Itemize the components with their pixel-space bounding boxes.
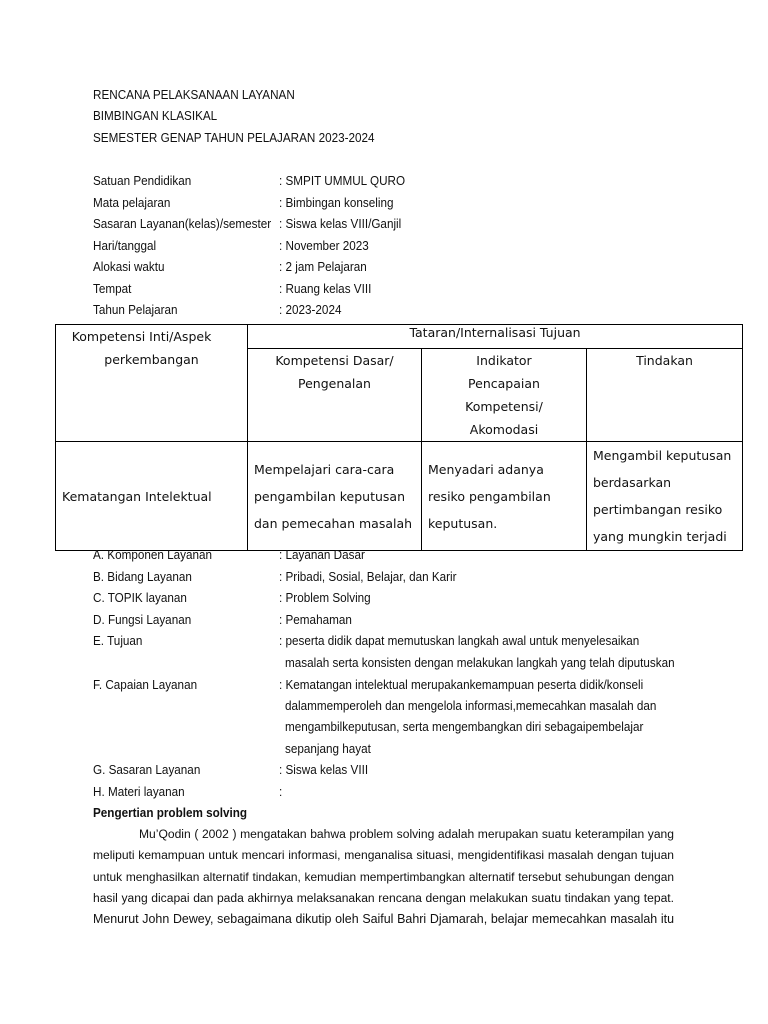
cell-kd-line-2: pengambilan keputusan: [254, 488, 406, 504]
document-title-line-2: BIMBINGAN KLASIKAL: [93, 108, 218, 123]
list-a-label: A. Komponen Layanan: [93, 547, 213, 562]
info-label-mapel: Mata pelajaran: [93, 195, 171, 210]
list-g-value: : Siswa kelas VIII: [279, 762, 369, 777]
col-header-aspect-line-2: perkembangan: [104, 352, 199, 367]
section-heading: Pengertian problem solving: [93, 805, 248, 820]
info-label-sasaran: Sasaran Layanan(kelas)/semester: [93, 216, 272, 231]
cell-ind-line-2: resiko pengambilan: [428, 488, 551, 504]
paragraph-line-2: meliputi kemampuan untuk mencari informasi, menganalisa situasi, mengidentifikasi masalah dengan tujuan: [93, 848, 674, 863]
info-value-mapel: : Bimbingan konseling: [279, 195, 394, 210]
competency-table: [55, 324, 743, 551]
list-e-value-line-1: : peserta didik dapat memutuskan langkah awal untuk menyelesaikan: [279, 633, 640, 648]
info-value-sasaran: : Siswa kelas VIII/Ganjil: [279, 216, 402, 231]
cell-tindakan: [587, 442, 743, 551]
paragraph-line-3: untuk menghasilkan alternatif tindakan, kemudian mempertimbangkan alternatif tersebut sehubungan dengan: [93, 869, 674, 884]
col-header-aspect-line-1: Kompetensi Inti/Aspek: [71, 329, 212, 344]
info-label-hari: Hari/tanggal: [93, 238, 157, 253]
info-value-tahun: : 2023-2024: [279, 302, 342, 317]
sub-header-ind-line-2: Pencapaian: [468, 376, 540, 391]
info-label-satuan: Satuan Pendidikan: [93, 173, 192, 188]
list-d-label: D. Fungsi Layanan: [93, 612, 192, 627]
cell-kd-line-3: dan pemecahan masalah: [254, 515, 413, 531]
info-value-satuan: : SMPIT UMMUL QURO: [279, 173, 406, 188]
sub-header-ind-line-1: Indikator: [476, 353, 532, 368]
sub-header-tindakan-text: Tindakan: [636, 353, 693, 368]
cell-tin-line-3: pertimbangan resiko: [593, 502, 723, 517]
sub-header-kd-line-2: Pengenalan: [298, 376, 371, 391]
sub-header-tindakan: [587, 349, 743, 442]
info-label-tempat: Tempat: [93, 281, 132, 296]
list-c-label: C. TOPIK layanan: [93, 590, 187, 605]
list-a-value: : Layanan Dasar: [279, 547, 365, 562]
sub-header-kd-line-1: Kompetensi Dasar/: [275, 353, 394, 368]
cell-tin-line-4: yang mungkin terjadi: [593, 529, 727, 544]
info-label-alokasi: Alokasi waktu: [93, 259, 165, 274]
list-b-label: B. Bidang Layanan: [93, 569, 192, 584]
list-f-value-line-3: mengambilkeputusan, serta mengembangkan diri sebagaipembelajar: [285, 719, 644, 734]
info-value-alokasi: : 2 jam Pelajaran: [279, 259, 367, 274]
document-title-line-3: SEMESTER GENAP TAHUN PELAJARAN 2023-2024: [93, 130, 375, 145]
list-f-value-line-4: sepanjang hayat: [285, 741, 371, 756]
sub-header-ind-line-4: Akomodasi: [469, 422, 539, 437]
paragraph-line-4: hasil yang dicapai dan pada akhirnya melaksanakan rencana dengan melakukan suatu tindakan yang tepat.: [93, 890, 674, 905]
list-d-value: : Pemahaman: [279, 612, 352, 627]
paragraph-line-1: Mu’Qodin ( 2002 ) mengatakan bahwa problem solving adalah merupakan suatu keterampilan yang: [139, 827, 674, 841]
info-value-tempat: : Ruang kelas VIII: [279, 281, 372, 296]
list-f-label: F. Capaian Layanan: [93, 677, 198, 692]
cell-kompetensi-dasar: [248, 442, 422, 551]
cell-tin-line-2: berdasarkan: [593, 475, 672, 490]
list-f-value-line-2: dalammemperoleh dan mengelola informasi,memecahkan masalah dan: [285, 698, 657, 713]
sub-header-ind-line-3: Kompetensi/: [465, 399, 543, 414]
info-label-tahun: Tahun Pelajaran: [93, 302, 178, 317]
list-b-value: : Pribadi, Sosial, Belajar, dan Karir: [279, 569, 457, 584]
list-e-label: E. Tujuan: [93, 633, 143, 648]
document-title-line-1: RENCANA PELAKSANAAN LAYANAN: [93, 87, 295, 102]
cell-ind-line-3: keputusan.: [428, 515, 498, 531]
cell-aspect: [56, 442, 248, 551]
list-f-value-line-1: : Kematangan intelektual merupakankemampuan peserta didik/konseli: [279, 677, 644, 692]
list-g-label: G. Sasaran Layanan: [93, 762, 201, 777]
group-header-tataran-text: Tataran/Internalisasi Tujuan: [409, 325, 581, 340]
paragraph-line-5: Menurut John Dewey, sebagaimana dikutip oleh Saiful Bahri Djamarah, belajar memecahkan masalah itu: [93, 912, 674, 927]
cell-kd-line-1: Mempelajari cara-cara: [254, 461, 395, 477]
sub-header-indikator: [422, 349, 587, 442]
sub-header-kompetensi-dasar: [248, 349, 422, 442]
cell-tin-line-1: Mengambil keputusan: [593, 448, 732, 463]
section-paragraph: [93, 824, 674, 930]
list-c-value: : Problem Solving: [279, 590, 371, 605]
cell-ind-line-1: Menyadari adanya: [428, 461, 544, 477]
group-header-tataran: [248, 325, 743, 349]
cell-indikator: [422, 442, 587, 551]
list-h-value: :: [279, 784, 283, 799]
info-value-hari: : November 2023: [279, 238, 369, 253]
list-e-value-line-2: masalah serta konsisten dengan melakukan langkah yang telah diputuskan: [285, 655, 675, 670]
list-h-label: H. Materi layanan: [93, 784, 185, 799]
cell-aspect-text: Kematangan Intelektual: [62, 488, 212, 504]
col-header-aspect: [56, 325, 248, 442]
